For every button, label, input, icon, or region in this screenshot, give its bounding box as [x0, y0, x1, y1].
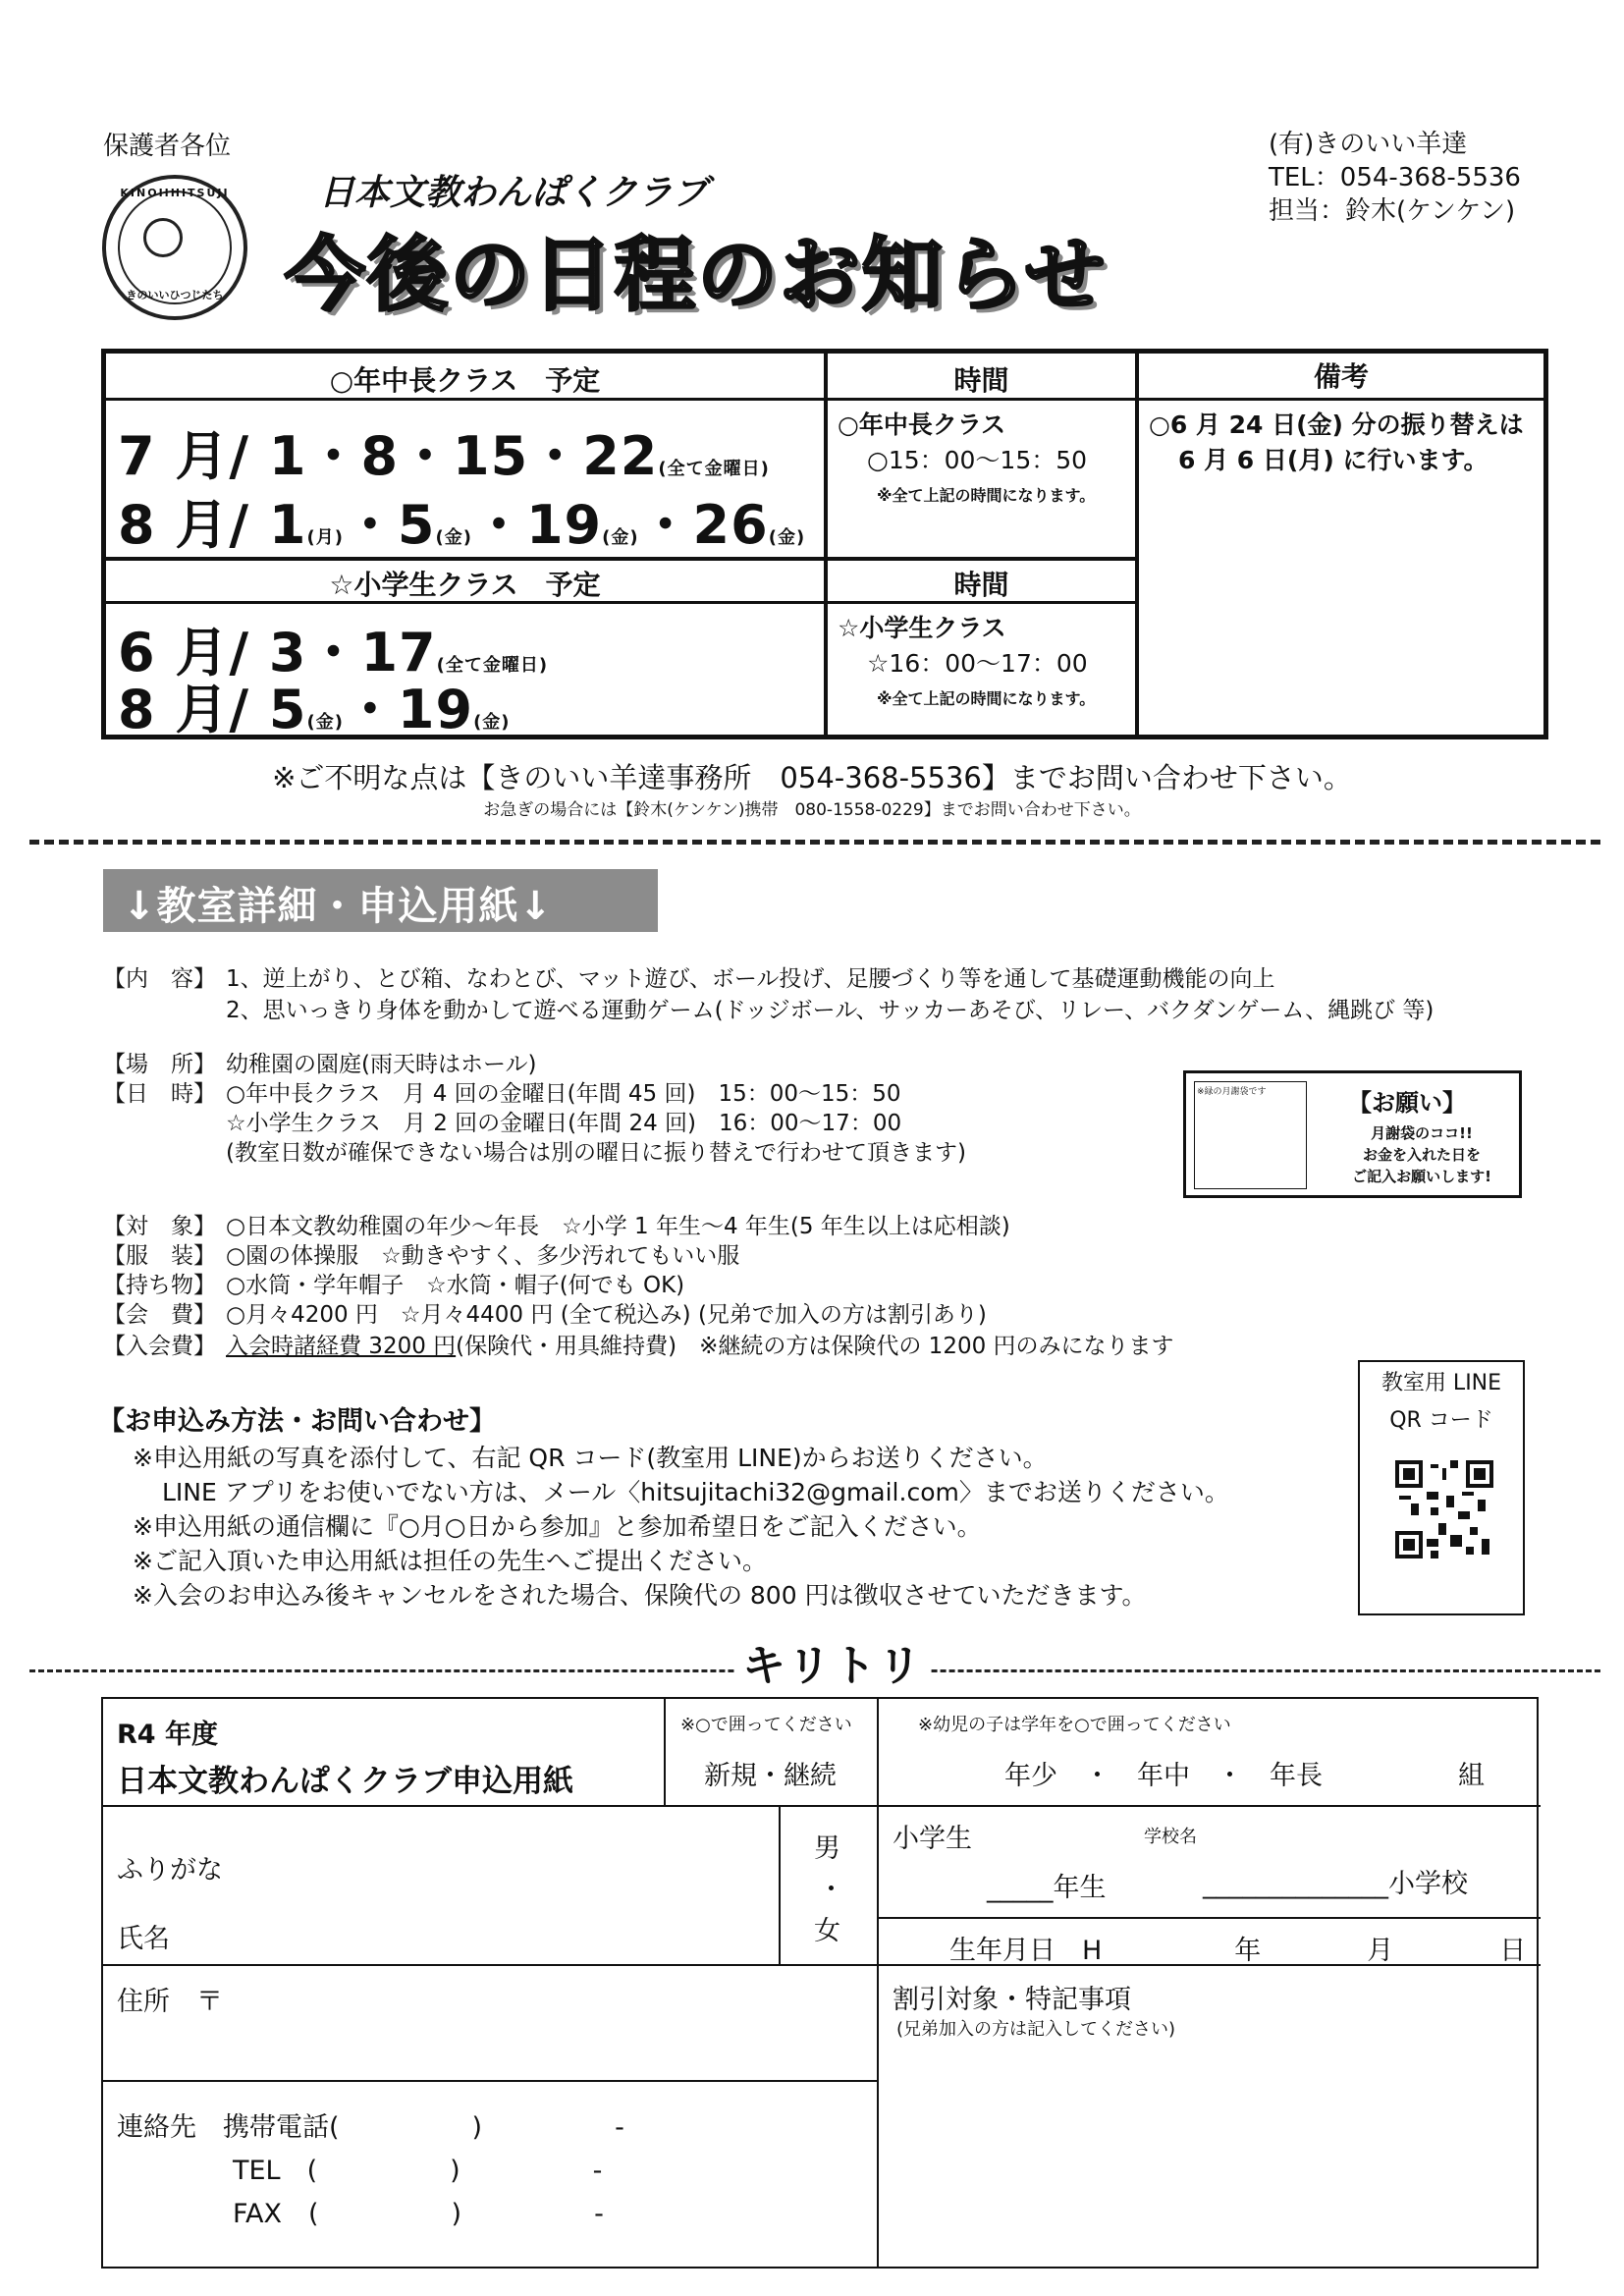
divider [877, 1699, 879, 2269]
gender-female-option[interactable]: 女 [814, 1916, 840, 1946]
detail-value: ○水筒・学年帽子 ☆水筒・帽子(何でも OK) [226, 1273, 685, 1298]
detail-value: ☆小学生クラス 月 2 回の金曜日(年間 24 回) 16：00〜17：00 [226, 1111, 902, 1136]
mobile-field[interactable]: 携帯電話( ) - [223, 2112, 624, 2143]
form-title: 日本文教わんぱくクラブ申込用紙 [117, 1764, 573, 1799]
discount-label: 割引対象・特記事項 [893, 1985, 1131, 2015]
address-field[interactable]: 住所 〒 [117, 1987, 223, 2017]
elem-aug-date: 8 月/ 5 [118, 679, 307, 740]
elem-aug-date: ・19 [343, 679, 474, 740]
circle-note: ※○で囲ってください [680, 1715, 852, 1735]
elem-schedule-august [118, 668, 511, 743]
inquiry-text: ※ご不明な点は【きのいい羊達事務所 054-368-5536】までお問い合わせ下さい。 [272, 761, 1352, 794]
page-title: 今後の日程のお知らせ [285, 229, 1108, 322]
discount-note: (兄弟加入の方は記入してください) [896, 2019, 1176, 2040]
elem-june-note: (全て金曜日) [436, 655, 549, 676]
request-box [1183, 1070, 1522, 1198]
detail-date [103, 1075, 901, 1108]
kinder-aug-day: (金) [768, 527, 806, 548]
kinder-aug-date: ・19 [471, 494, 603, 556]
qr-label: 教室用 LINE [1380, 1371, 1502, 1395]
detail-fee [103, 1296, 987, 1329]
kinder-grade-note: ※幼児の子は学年を○で囲ってください [918, 1715, 1231, 1735]
kinder-schedule-august [118, 483, 805, 559]
detail-label: 【会 費】 [103, 1302, 216, 1328]
qr-box [1358, 1360, 1525, 1615]
addressee: 保護者各位 [103, 132, 232, 161]
elem-time-title: ☆小学生クラス [838, 614, 1006, 642]
detail-value: ○日本文教幼稚園の年少〜年長 ☆小学 1 年生〜4 年生(5 年生以上は応相談) [226, 1214, 1010, 1239]
kinder-time: ○15：00〜15：50 [867, 446, 1088, 474]
apply-line: LINE アプリをお使いでない方は、メール〈hitsujitachi32@gmail.com〉までお送りください。 [162, 1478, 1229, 1506]
gender-male-option[interactable]: 男 [814, 1833, 840, 1864]
detail-value: (保険代・用具維持費) ※継続の方は保険代の 1200 円のみになります [456, 1334, 1174, 1359]
elem-aug-day: (金) [473, 712, 511, 733]
company-name: (有)きのいい羊達 [1269, 130, 1468, 159]
elem-june-dates: 6 月/ 3・17 [118, 622, 437, 683]
elem-time-cell [838, 611, 1095, 717]
club-logo [102, 175, 247, 320]
kinder-july-dates: 7 月/ 1・8・15・22 [118, 425, 659, 487]
club-name: 日本文教わんぱくクラブ [319, 173, 709, 213]
divider [824, 354, 828, 735]
detail-place [103, 1046, 537, 1078]
request-line: 月謝袋のココ!! [1371, 1124, 1473, 1142]
schedule-table [101, 349, 1548, 739]
apply-line: ※申込用紙の写真を添付して、右記 QR コード(教室用 LINE)からお送りください。 [133, 1444, 1048, 1472]
tel-field[interactable]: TEL ( ) - [233, 2156, 603, 2186]
detail-value: 2、思いっきり身体を動かして遊べる運動ゲーム(ドッジボール、サッカーあそび、リレー、バクダンゲーム、縄跳び 等) [226, 998, 1435, 1023]
contact-label: 連絡先 [117, 2112, 196, 2143]
request-title: 【お願い】 [1348, 1089, 1466, 1117]
time-header: 時間 [953, 364, 1009, 397]
note-cell [1149, 408, 1524, 478]
kinder-time-title: ○年中長クラス [838, 410, 1006, 439]
detail-items [103, 1267, 684, 1299]
new-continue-field[interactable]: 新規・継続 [704, 1761, 837, 1791]
application-form [101, 1697, 1539, 2269]
detail-label: 【内 容】 [103, 966, 216, 992]
elem-time-note: ※全て上記の時間になります。 [877, 689, 1096, 708]
detail-target [103, 1208, 1010, 1240]
logo-face-icon [143, 218, 183, 257]
logo-text-bottom: きのいいひつじたち [126, 289, 224, 301]
detail-value: 幼稚園の園庭(雨天時はホール) [226, 1052, 537, 1077]
kinder-grade-field[interactable]: 年少 ・ 年中 ・ 年長 [1004, 1761, 1323, 1791]
note-line-1: ○6 月 24 日(金) 分の振り替えは [1149, 410, 1524, 439]
kinder-aug-day: (金) [602, 527, 639, 548]
apply-line: ※申込用紙の通信欄に『○月○日から参加』と参加希望日をご記入ください。 [133, 1512, 982, 1541]
elem-aug-day: (金) [306, 712, 344, 733]
dashed-separator [29, 840, 1600, 845]
request-text [1324, 1122, 1520, 1187]
kinder-aug-date: ・26 [638, 494, 769, 556]
class-suffix: 組 [1458, 1761, 1485, 1791]
envelope-caption: ※緑の月謝袋です [1197, 1087, 1267, 1097]
note-header: 備考 [1313, 360, 1369, 393]
divider [103, 1805, 1541, 1807]
apply-line: ※入会のお申込み後キャンセルをされた場合、保険代の 800 円は徴収させていただきます。 [133, 1581, 1147, 1610]
detail-content [103, 960, 1275, 993]
detail-label: 【服 装】 [103, 1243, 216, 1269]
school-field[interactable]: ______________小学校 [1203, 1869, 1468, 1899]
company-staff: 担当：鈴木(ケンケン) [1269, 196, 1516, 226]
detail-value: ○園の体操服 ☆動きやすく、多少汚れてもいい服 [226, 1243, 740, 1269]
elementary-label: 小学生 [893, 1824, 972, 1854]
gender-separator: ・ [818, 1875, 844, 1905]
name-field[interactable]: 氏名 [117, 1924, 170, 1954]
divider [103, 2080, 879, 2082]
elem-time: ☆16：00〜17：00 [867, 649, 1088, 678]
company-info [1269, 128, 1521, 228]
cut-here-label: キリトリ [734, 1630, 931, 1693]
elem-schedule-header: ☆小学生クラス 予定 [329, 569, 601, 601]
company-tel: TEL：054-368-5536 [1269, 163, 1521, 192]
detail-value: 1、逆上がり、とび箱、なわとび、マット遊び、ボール投げ、足腰づくり等を通して基礎運動機能の向上 [226, 966, 1275, 992]
detail-label: 【入会費】 [103, 1334, 216, 1359]
divider [1135, 354, 1139, 735]
divider [877, 1917, 1541, 1919]
divider [664, 1699, 666, 1805]
kinder-aug-day: (月) [306, 527, 344, 548]
kinder-aug-day: (金) [435, 527, 472, 548]
detail-clothes [103, 1237, 739, 1270]
detail-entry [103, 1328, 1174, 1360]
request-line: ご記入お願いします! [1352, 1168, 1491, 1185]
kinder-aug-date: 8 月/ 1 [118, 494, 307, 556]
detail-label: 【対 象】 [103, 1214, 216, 1239]
note-line-2: 6 月 6 日(月) に行います。 [1178, 446, 1489, 474]
birthdate-field[interactable]: 生年月日 H 年 月 日 [949, 1936, 1527, 1966]
kinder-schedule-july [118, 414, 770, 490]
school-label: 学校名 [1144, 1827, 1197, 1847]
qr-label: QR コード [1389, 1408, 1493, 1433]
detail-value: (教室日数が確保できない場合は別の曜日に振り替えで行わせて頂きます) [226, 1140, 966, 1166]
apply-line: ※ご記入頂いた申込用紙は担任の先生へご提出ください。 [133, 1547, 767, 1575]
kinder-time-cell [838, 408, 1095, 514]
grade-field[interactable]: _____年生 [987, 1873, 1107, 1903]
detail-label: 【場 所】 [103, 1052, 216, 1077]
form-year: R4 年度 [117, 1720, 218, 1750]
kinder-july-note: (全て金曜日) [658, 459, 770, 479]
qr-code-icon[interactable] [1395, 1460, 1493, 1558]
furigana-field[interactable]: ふりがな [117, 1855, 223, 1886]
elem-time-header: 時間 [953, 569, 1009, 601]
fax-field[interactable]: FAX ( ) - [233, 2199, 604, 2229]
request-line: お金を入れた日を [1362, 1146, 1481, 1164]
kinder-time-note: ※全て上記の時間になります。 [877, 486, 1096, 505]
envelope-illustration [1194, 1081, 1307, 1189]
detail-value: ○年中長クラス 月 4 回の金曜日(年間 45 回) 15：00〜15：50 [226, 1081, 901, 1107]
kinder-aug-date: ・5 [343, 494, 436, 556]
divider [779, 1805, 781, 1964]
apply-heading: 【お申込み方法・お問い合わせ】 [98, 1406, 496, 1437]
section-banner: ↓教室詳細・申込用紙↓ [103, 869, 658, 932]
detail-value: 入会時諸経費 3200 円 [226, 1334, 457, 1359]
logo-text-top: KINOIIHITSUJI [120, 187, 230, 199]
kinder-schedule-header: ○年中長クラス 予定 [329, 364, 601, 397]
urgent-contact-text: お急ぎの場合には【鈴木(ケンケン)携帯 080-1558-0229】までお問い合わせ下さい。 [483, 800, 1141, 820]
detail-label: 【日 時】 [103, 1081, 216, 1107]
detail-label: 【持ち物】 [103, 1273, 216, 1298]
detail-value: ○月々4200 円 ☆月々4400 円 (全て税込み) (兄弟で加入の方は割引あり) [226, 1302, 987, 1328]
